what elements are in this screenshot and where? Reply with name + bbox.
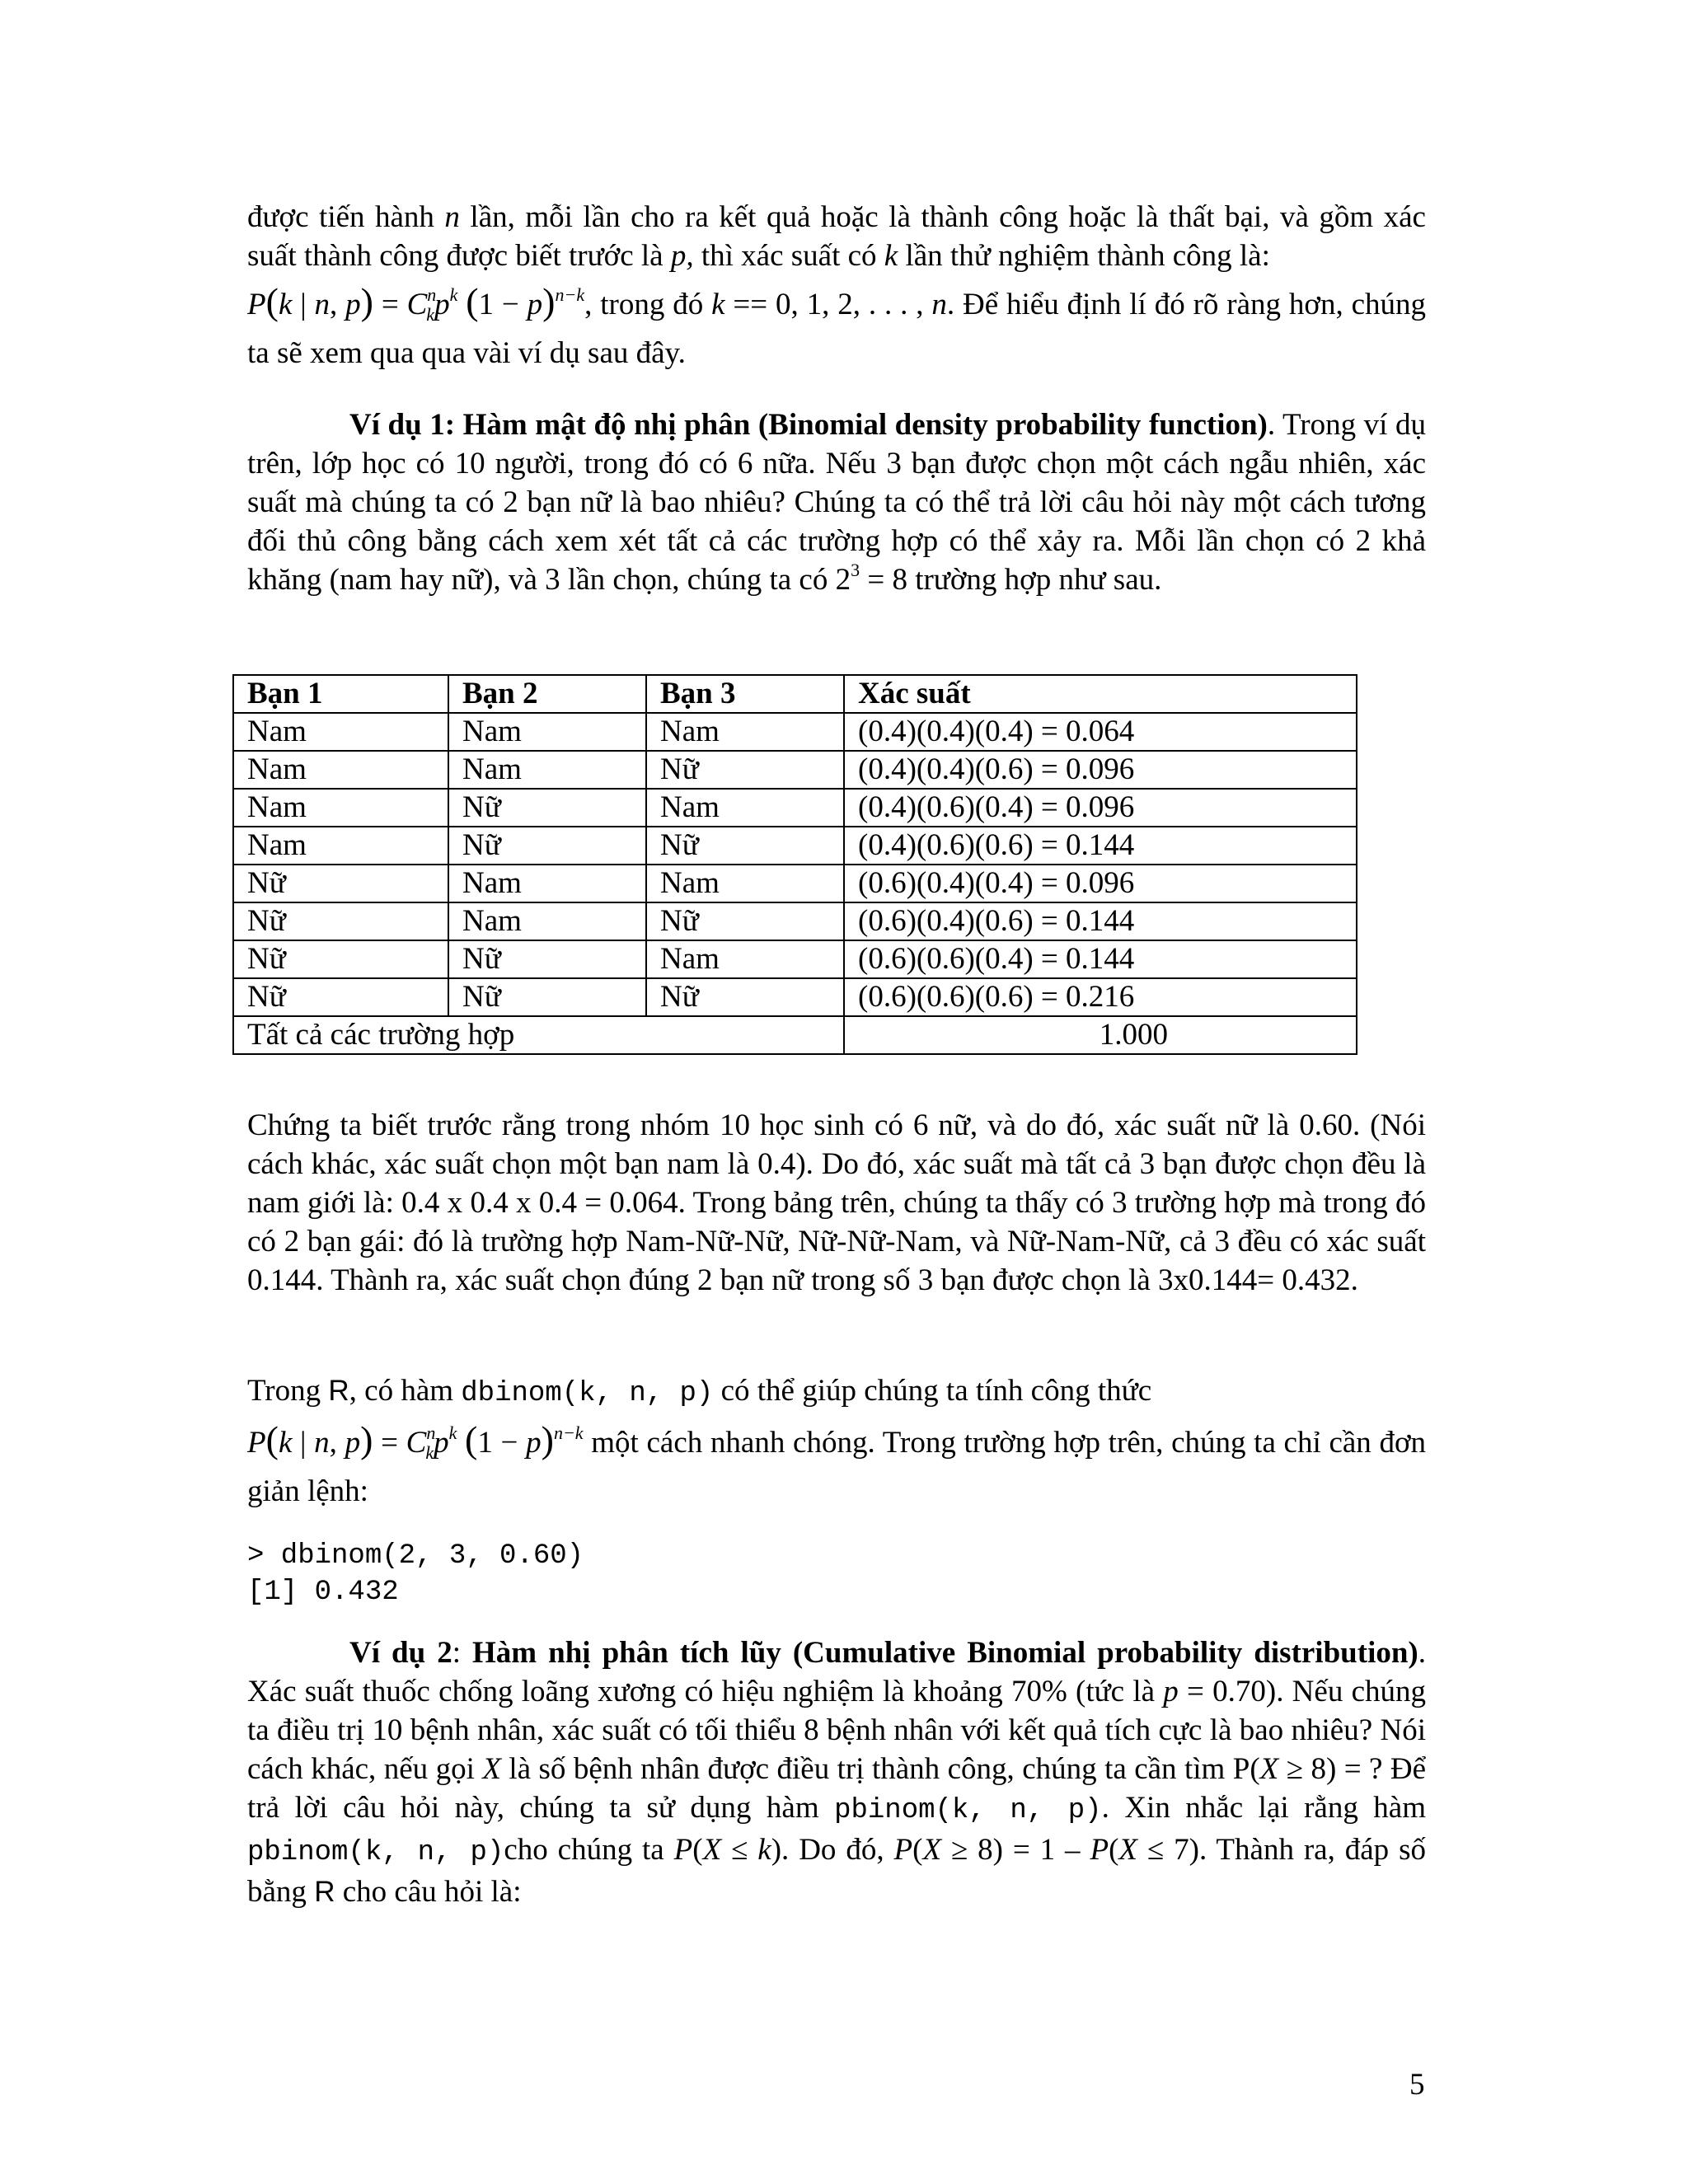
table-cell: Nữ [448, 978, 646, 1016]
binomial-formula-inline: P(k | n, $p) = C^n_kp^k$ $(1 - p)^{n-k}$ [247, 1418, 584, 1463]
table-cell: Nữ [448, 940, 646, 978]
table-cell: (0.4)(0.4)(0.6) = 0.096 [844, 751, 1357, 789]
table-cell: Nam [646, 865, 844, 902]
table-cell: (0.6)(0.4)(0.4) = 0.096 [844, 865, 1357, 902]
table-cell: (0.4)(0.6)(0.4) = 0.096 [844, 789, 1357, 827]
r-language-label: R [328, 1375, 349, 1407]
example-1-title: Ví dụ 1: Hàm mật độ nhị phân (Binomial density probability function) [349, 408, 1268, 442]
explanation-paragraph: Chứng ta biết trước rằng trong nhóm 10 học sinh có 6 nữ, và do đó, xác suất nữ là 0.60. (Nói cách khác, xác suất chọn một bạn nam là 0.4). Do đó, xác suất mà tất cả 3 bạn được chọn đều là nam giới là: 0.4 x 0.4 x 0.4 = 0.064. Trong bảng trên, chúng ta thấy có 3 trường hợp mà trong đó có 2 bạn gái: đó là trường hợp Nam-Nữ-Nữ, Nữ-Nữ-Nam, và Nữ-Nam-Nữ, cả 3 đều có xác suất 0.144. Thành ra, xác suất chọn đúng 2 bạn nữ trong số 3 bạn được chọn là 3x0.144= 0.432. [247, 1108, 1426, 1297]
inline-code: dbinom(k, n, p) [461, 1378, 714, 1409]
table-cell: Nữ [448, 827, 646, 865]
table-cell: Nam [233, 713, 448, 751]
table-total-row [233, 1016, 1357, 1054]
code-line: > dbinom(2, 3, 0.60) [247, 1540, 584, 1572]
table-cell: Nam [233, 751, 448, 789]
page-number: 5 [1409, 2068, 1425, 2102]
table-cell: Nữ [233, 978, 448, 1016]
table-header: Bạn 1 [233, 675, 448, 713]
table-cell: (0.4)(0.4)(0.4) = 0.064 [844, 713, 1357, 751]
table-cell: (0.6)(0.6)(0.4) = 0.144 [844, 940, 1357, 978]
table-cell: Nữ [233, 865, 448, 902]
table-cell: Nam [646, 940, 844, 978]
table-cell: Nữ [646, 902, 844, 940]
inline-code: pbinom(k, n, p) [834, 1795, 1102, 1826]
table-header: Bạn 2 [448, 675, 646, 713]
table-row [233, 789, 1357, 827]
table-cell: Nữ [233, 940, 448, 978]
example-2-label: Ví dụ 2 [349, 1636, 452, 1670]
probability-table [232, 674, 1357, 1055]
table-header: Bạn 3 [646, 675, 844, 713]
table-cell: Nam [646, 789, 844, 827]
table-cell: Nữ [233, 902, 448, 940]
inline-code: pbinom(k, n, p) [247, 1837, 504, 1868]
table-row [233, 978, 1357, 1016]
table-total-value: 1.000 [844, 1016, 1357, 1054]
table-cell: Nữ [448, 789, 646, 827]
table-cell: Nam [448, 751, 646, 789]
example-2-title: Hàm nhị phân tích lũy (Cumulative Binomial probability distribution) [472, 1636, 1418, 1670]
table-total-label: Tất cả các trường hợp [233, 1016, 844, 1054]
table-cell: (0.6)(0.4)(0.6) = 0.144 [844, 902, 1357, 940]
table-header-row [233, 675, 1357, 713]
table-row [233, 865, 1357, 902]
table-cell: Nam [646, 713, 844, 751]
table-cell: Nữ [646, 751, 844, 789]
code-line: [1] 0.432 [247, 1577, 399, 1608]
table-cell: Nam [448, 865, 646, 902]
table-row [233, 827, 1357, 865]
example-2-paragraph: Ví dụ 2: Hàm nhị phân tích lũy (Cumulative Binomial probability distribution). Xác suất thuốc chống loãng xương có hiệu nghiệm là khoảng 70% (tức là p = 0.70). Nếu chúng ta điều trị 10 bệnh nhân, xác suất có tối thiểu 8 bệnh nhân với kết quả tích cực là bao nhiêu? Nói cách khác, nếu gọi X là số bệnh nhân được điều trị thành công, chúng ta cần tìm P(X ≥ 8) = ? Để trả lời câu hỏi này, chúng ta sử dụng hàm pbinom(k, n, p). Xin nhắc lại rằng hàm pbinom(k, n, p)cho chúng ta P(X ≤ k). Do đó, P(X ≥ 8) = 1 – P(X ≤ 7). Thành ra, đáp số bằng R cho câu hỏi là: [247, 1636, 1426, 1909]
table-row [233, 713, 1357, 751]
r-language-label: R [314, 1876, 335, 1908]
example-1-paragraph: Ví dụ 1: Hàm mật độ nhị phân (Binomial density probability function). Trong ví dụ trên, lớp học có 10 người, trong đó có 6 nữa. Nếu 3 bạn được chọn một cách ngẫu nhiên, xác suất mà chúng ta có 2 bạn nữ là bao nhiêu? Chúng ta có thể trả lời câu hỏi này một cách tương đối thủ công bằng cách xem xét tất cả các trường hợp có thể xảy ra. Mỗi lần chọn có 2 khả khăng (nam hay nữ), và 3 lần chọn, chúng ta có $2^3 = 8$ trường hợp như sau. [247, 408, 1427, 597]
table-cell: (0.4)(0.6)(0.6) = 0.144 [844, 827, 1357, 865]
binomial-formula: P(k | n, $p) = C^n_kp^k$ $(1 - p)^{n-k}$ [247, 280, 585, 325]
r-code-block [247, 1538, 584, 1610]
table-cell: Nữ [646, 978, 844, 1016]
r-function-paragraph: Trong R, có hàm dbinom(k, n, p) có thể giúp chúng ta tính công thức P(k | n, $p) = C^n_kp^k$ $(1 - p)^{n-k}$ một cách nhanh chóng. Trong trường hợp trên, chúng ta chỉ cần đơn giản lệnh: [247, 1374, 1427, 1508]
table-row [233, 940, 1357, 978]
table-cell: Nam [448, 713, 646, 751]
intro-paragraph: được tiến hành n lần, mỗi lần cho ra kết quả hoặc là thành công hoặc là thất bại, và gồm xác suất thành công được biết trước là p, thì xác suất có k lần thử nghiệm thành công là: P(k | n, $p) = C^n_kp^k$ $(1 - p)^{n-k}$, trong đó k == 0, 1, 2, . . . , n. Để hiểu định lí đó rõ ràng hơn, chúng ta sẽ xem qua qua vài ví dụ sau đây. [247, 200, 1426, 370]
table-cell: Nam [448, 902, 646, 940]
table-row [233, 902, 1357, 940]
table-row [233, 751, 1357, 789]
table-cell: Nam [233, 827, 448, 865]
table-cell: Nữ [646, 827, 844, 865]
table-header: Xác suất [844, 675, 1357, 713]
table-cell: Nam [233, 789, 448, 827]
table-cell: (0.6)(0.6)(0.6) = 0.216 [844, 978, 1357, 1016]
